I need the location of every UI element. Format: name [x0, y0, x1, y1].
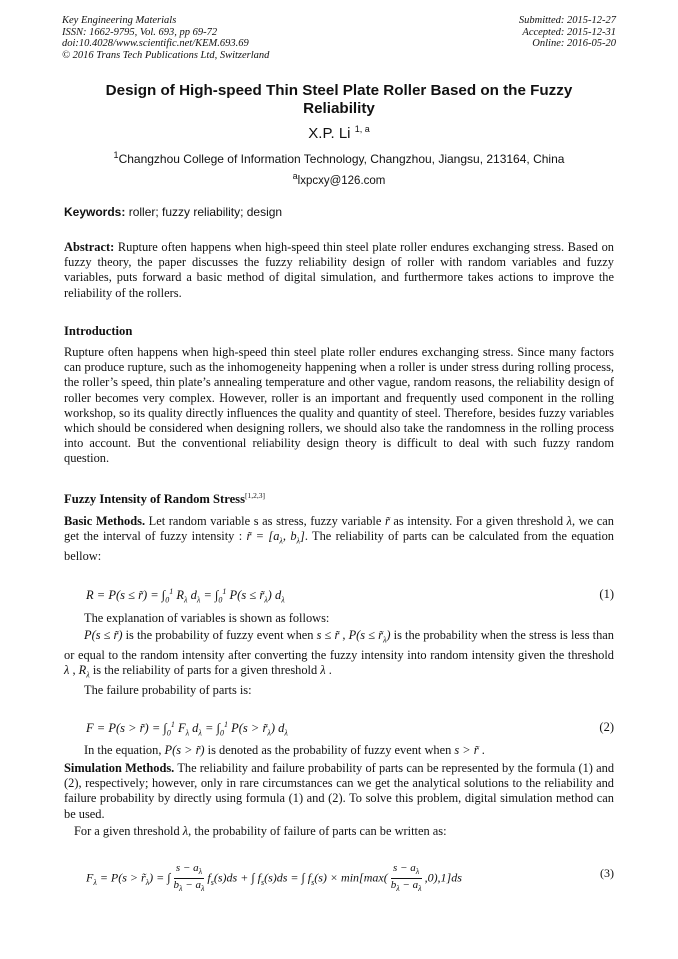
affiliation	[0, 150, 678, 166]
basic-text-d: . The reliability of parts can be calculated from the equation bellow:	[64, 529, 614, 563]
in-equation-line: In the equation, P(s > r̃) is denoted as the probability of fuzzy event when s > r̃ .	[84, 743, 485, 757]
probability-explanation: P(s ≤ r̃) is the probability of fuzzy event when s ≤ r̃ , $P(s \le r̃_\lambda)$ is the probability when the stress is less than or equal to the random intensity after converting the fuzzy intensity into random intensity given the threshold λ , $R_\lambda$ is the reliability of parts for a given threshold λ .	[64, 628, 614, 680]
doi: doi:10.4028/www.scientific.net/KEM.693.69	[62, 38, 249, 49]
section-heading-text: Fuzzy Intensity of Random Stress	[64, 492, 245, 507]
keywords-label: Keywords:	[64, 205, 126, 219]
email-superscript: a	[292, 171, 298, 181]
explanation-line: The explanation of variables is shown as follows:	[84, 611, 330, 625]
equation-3-number: (3)	[600, 866, 614, 880]
basic-text-a: Let random variable s as stress, fuzzy variable	[148, 514, 382, 528]
basic-text-b: as intensity. For a given threshold	[393, 514, 564, 528]
symbol-interval: r̃ = [$a_\lambda$, $b_\lambda$]	[246, 529, 305, 546]
symbol-p-greater: P(s > r̃)	[164, 743, 205, 757]
simulation-methods-paragraph	[64, 761, 614, 822]
symbol-p-lambda: $P(s \le r̃_\lambda)$	[348, 628, 391, 645]
author-superscript: 1, a	[354, 124, 370, 134]
prob-text-a: is the probability of fuzzy event when	[125, 628, 314, 642]
prob-text-c: is the reliability of parts for a given threshold	[92, 662, 318, 677]
abstract	[64, 240, 614, 301]
in-eq-text-b: is denoted as the probability of fuzzy event when	[207, 743, 452, 757]
symbol-s-gt-r: s > r̃	[454, 743, 479, 757]
symbol-p-fuzzy: P(s ≤ r̃)	[84, 628, 123, 642]
journal-name: Key Engineering Materials	[62, 15, 177, 26]
simulation-methods-label: Simulation Methods.	[64, 761, 175, 775]
online-date: Online: 2016-05-20	[532, 38, 616, 49]
failure-probability-line: The failure probability of parts is:	[84, 683, 252, 697]
equation-3-body: $F_\lambda = P(s$ > $r̃_\lambda$) = ∫ $\frac{s - a_\lambda}{b_\lambda - a_\lambda}$ $f_s(s)ds$ + ∫ $f_s(s)ds$ = ∫ $f_s(s) \times \min[\max$( $\frac{s - a_\lambda}{b_\lambda - a_\lambda}$ ,0),1]ds	[86, 862, 462, 894]
equation-2-number: (2)	[599, 720, 614, 734]
basic-text-c: , we can get the interval of fuzzy intensity :	[64, 514, 614, 544]
symbol-r-lambda: $R_\lambda$	[78, 662, 90, 680]
section-heading-refs: [1,2,3]	[244, 491, 265, 500]
introduction-heading: Introduction	[64, 324, 133, 338]
publication-dates	[519, 15, 616, 50]
basic-methods-label: Basic Methods.	[64, 514, 146, 528]
symbol-lambda: λ	[566, 514, 573, 528]
author-name: X.P. Li	[308, 125, 351, 142]
paper-title: Design of High-speed Thin Steel Plate Roller Based on the Fuzzy Reliability	[105, 82, 573, 117]
keywords-text: roller; fuzzy reliability; design	[128, 205, 283, 219]
symbol-lambda-2: λ	[64, 662, 70, 677]
in-eq-text-a: In the equation,	[84, 743, 162, 757]
author-line	[0, 124, 678, 142]
equation-2-body: F = P(s > r̃) = $\int_0^1$ $F_\lambda$ $d_\lambda = \int_0^1$ $P(s > r̃_\lambda)$ $d_\lambda$	[86, 720, 288, 738]
submitted-date: Submitted: 2015-12-27	[518, 15, 616, 26]
issn: ISSN: 1662-9795, Vol. 693, pp 69-72	[62, 26, 218, 38]
section-heading-fuzzy-intensity	[64, 491, 265, 507]
journal-metadata	[62, 15, 269, 61]
equation-3	[80, 862, 614, 898]
symbol-r-tilde: r̃	[384, 514, 390, 528]
given-text-a: For a given threshold	[74, 824, 180, 838]
prob-text-b: is the probability when the stress is less than or equal to the random intensity after converting the fuzzy intensity into random intensity given the threshold	[64, 628, 614, 662]
abstract-label: Abstract:	[64, 240, 115, 254]
author-email[interactable]: lxpcxy@126.com	[297, 174, 386, 187]
keywords	[64, 205, 282, 219]
abstract-text: Rupture often happens when high-speed thin steel plate roller endures exchanging stress. Based on fuzzy theory, the paper discusses the fuzzy reliability design of roller with random variables and fuzzy variables, puts forward a basic method of digital simulation, and furthermore takes actions to improve the reliability of the rollers.	[64, 240, 614, 300]
given-text-b: , the probability of failure of parts can be written as:	[188, 824, 447, 838]
symbol-lambda-3: λ	[320, 662, 326, 677]
simulation-methods-text: The reliability and failure probability of parts can be represented by the formula (1) and (2), respectively; however, only in rare circumstances can we get the analytical solutions to the reliability and failure probability by directly using formula (1) and (2). To solve this problem, digital simulation method can be used.	[64, 761, 615, 821]
affiliation-text: Changzhou College of Information Technology, Changzhou, Jiangsu, 213164, China	[118, 152, 565, 166]
introduction-text: Rupture often happens when high-speed thin steel plate roller endures exchanging stress. Since many factors can produce rupture, such as the inhomogeneity happening when a roller is under stress during rolling process, the roller’s speed, thin plate’s annealing temperature and other vague, random reasons, the reliability design of roller becomes very complex. However, roller is an important and frequently used component in the rolling workshop, so its quality directly influences the quality and quantity of steel. Therefore, besides fuzzy variables which should be considered when designing rollers, we should also take the randomness in the rolling process into account. But the conventional reliability design theory is difficult to deal with such fuzzy random question.	[64, 345, 614, 466]
basic-methods-paragraph	[64, 514, 614, 564]
email-line	[0, 171, 678, 187]
symbol-s-le-r: s ≤ r̃	[316, 628, 340, 642]
copyright: © 2016 Trans Tech Publications Ltd, Switzerland	[62, 49, 270, 61]
equation-1-body: R = P(s ≤ r̃) = $\int_0^1$ $R_\lambda$ $d_\lambda = \int_0^1$ $P(s \le r̃_\lambda)$ $d_\lambda$	[86, 587, 285, 605]
symbol-lambda-4: λ	[182, 824, 189, 838]
given-threshold-line	[64, 824, 614, 839]
affiliation-superscript: 1	[113, 150, 119, 160]
accepted-date: Accepted: 2015-12-31	[522, 26, 616, 38]
equation-1-number: (1)	[599, 587, 614, 601]
